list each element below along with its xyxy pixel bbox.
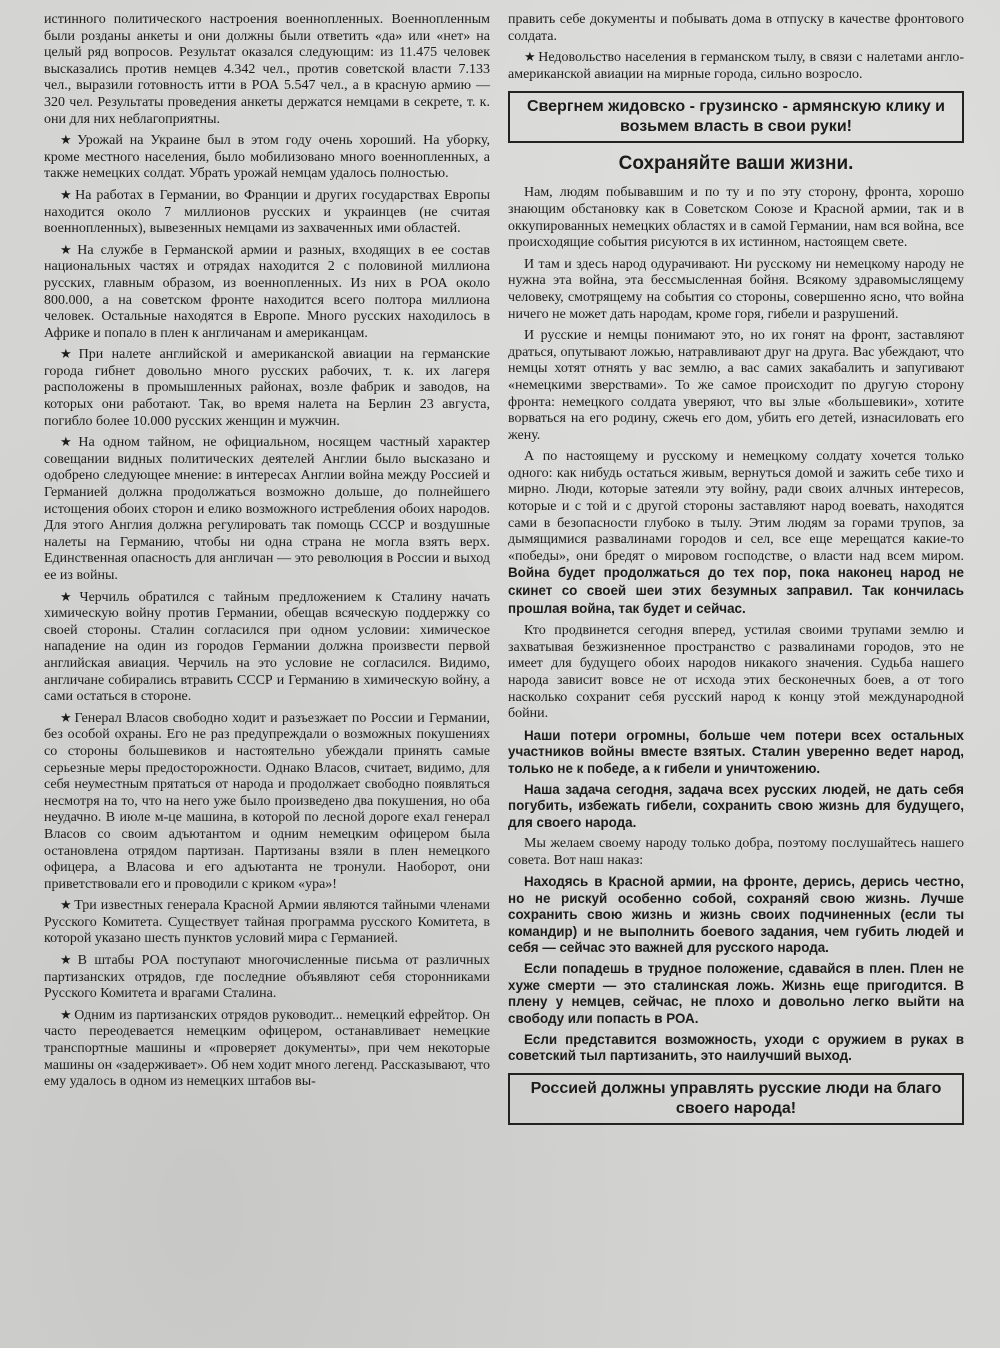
bold-paragraph: Если представится возможность, уходи с оружием в руках в советский тыл партизанить, это наилучший выход. — [508, 1032, 964, 1064]
news-item: ★ На работах в Германии, во Франции и других государствах Европы находится около 7 миллионов русских и украинцев (не считая военнопленных), вывезенных немцами из захваченных ими областей. — [44, 187, 491, 237]
news-item: ★ Одним из партизанских отрядов руководит... немецкий ефрейтор. Он часто переодевается немецким офицером, останавливает немецкие транспортные машины и «проверяет документы», при чем некоторые машины он «задерживает». Об нем ходит много легенд. Рассказывают, что ему удалось в одном из немецких штабов вы- — [44, 1007, 490, 1090]
news-item: ★ На службе в Германской армии и разных, входящих в ее состав национальных частях и отрядах находится 2 с половиной миллиона русских, главным образом, из военнопленных. Из них в РОА около 800.000, а на советском фронте находится всего полтора миллиона человек. Остальные находятся в Европе. Много русских находилось в Африке и попало в плен к англичанам и американцам. — [44, 242, 490, 341]
article-heading: Сохраняйте ваши жизни. — [618, 153, 854, 175]
star-icon: ★ — [60, 589, 78, 605]
star-icon: ★ — [60, 347, 77, 363]
star-icon: ★ — [60, 1007, 73, 1023]
paragraph: Кто продвинется сегодня вперед, устилая своими трупами землю и захватывая безжизненное пространство с развалинами городов, это не имеет для будущего обоих народов никакого значения. Судьба нашего народа зависит вовсе не от исхода этих бесконечных боев, а от того насколько сохранит себя русский народ к концу этой международной бойни. — [508, 623, 964, 722]
bold-paragraph: Находясь в Красной армии, на фронте, дерись, дерись честно, но не рискуй особенно собой, сохраняй свою жизнь. Лучше сохранить свою жизнь и жизнь своих подчиненных (если ты командир) и не выполнить боевого задания, чем губить людей и себя — сейчас это важней для русского народа. — [508, 874, 964, 956]
bold-statement: Война будет продолжаться до тех пор, пока наконец народ не скинет со своей шеи этих безумных заправил. Так кончилась прошлая война, так будет и сейчас. — [508, 565, 964, 616]
star-icon: ★ — [524, 50, 537, 66]
bold-paragraph: Наши потери огромны, больше чем потери всех остальных участников войны вместе взятых. Сталин уверенно ведет народ, только не к победе, а к гибели и уничтожению. — [508, 727, 964, 776]
bold-paragraph: Если попадешь в трудное положение, сдавайся в плен. Плен не хуже смерти — это сталинская ложь. Жизнь еще пригодится. В плену у немцев, сейчас, не плохо и довольно легко выйти на свободу или попасть в РОА. — [508, 961, 964, 1026]
news-item: ★ При налете английской и американской авиации на германские города гибнет довольно много русских рабочих, т. к. их лагеря расположены в промышленных районах, возле фабрик и заводов, на которых они работают. Так, во время налета на Берлин 23 августа, погибло более 10.000 русских женщин и мужчин. — [44, 347, 491, 429]
paragraph: Мы желаем своему народу только добра, поэтому послушайтесь нашего совета. Вот наш наказ: — [508, 836, 964, 868]
news-item: ★ На одном тайном, не официальном, носящем частный характер совещании видных политических деятелей Англии было высказано и одобрено следующее мнение: в интересах Англии война между Россией и Германией должна продолжаться возможно дольше, до полнейшего истощения обоих сторон и елико возможного истребления обоих народов. Для этого Англия должна регулировать так помощь СССР и воздушные налеты на Германию, чтобы ни одна страна не могла взять верх. Единственная опасность для англичан — это революция в России и выход ее из войны. — [44, 435, 490, 583]
paragraph: А по настоящему и русскому и немецкому солдату хочется только одного: как нибудь остаться живым, вернуться домой и зажить себе тихо и мирно. Люди, которые затеяли эту войну, ради своих алчных интересов, которые и с той и с другой стороны заставляют народ воевать, находятся сами в безопасности глубоко в тылу. Этим людям за горами трупов, за дымящимися развалинами городов и сел, все еще мерещатся какие-то «победы», они бредят о мировом господстве, о власти над всем миром. Война будет продолжаться до тех пор, пока наконец народ не скинет со своей шеи этих безумных заправил. Так кончилась прошлая война, так будет и сейчас. — [508, 449, 964, 616]
star-icon: ★ — [60, 187, 74, 203]
star-icon: ★ — [60, 710, 73, 726]
paragraph: истинного политического настроения военнопленных. Военнопленным были розданы анкеты и они должны были ответить «да» или «нет» на целый ряд вопросов. Результат оказался следующим: из 11.475 человек высказались против немцев 4.342 чел., против советской власти 7.133 чел., выразили готовность итти в РОА 5.547 чел., а в красную армию — 320 чел. Результаты проведения анкеты держатся немцами в секрете, т. к. они для них неблагоприятны. — [44, 12, 490, 127]
news-item: ★ В штабы РОА поступают многочисленные письма от различных партизанских отрядов, где последние объявляют себя сторонниками Русского Комитета и врагами Сталина. — [44, 953, 491, 1002]
news-item: ★ Три известных генерала Красной Армии являются тайными членами Русского Комитета. Существует тайная программа русского Комитета, в которой указано шесть пунктов условий мира с Германией. — [44, 898, 491, 947]
news-item: ★ Недовольство населения в германском тылу, в связи с налетами англо-американской авиации на мирные города, сильно возросло. — [508, 50, 964, 82]
star-icon: ★ — [60, 898, 73, 914]
left-column — [44, 12, 490, 1096]
news-item: ★ Генерал Власов свободно ходит и разъезжает по России и Германии, без особой охраны. Его не раз предупреждали о возможных покушениях со стороны большевиков и настоятельно убеждали принять самые серьезные меры предосторожности. Однако Власов, считает, видимо, для себя неуместным прятаться от народа и продолжает свободно появляться несмотря на то, что на него уже было произведено два покушения, но оба неудачно. В июле м-це машина, в которой по лесной дороге ехал генерал Власов со своим адъютантом и одним немецким офицером была остановлена отрядом партизан. Партизаны взяли в плен немецкого офицера, а Власова и его адъютанта не тронули. Наоборот, они приветствовали его и проводили с криком «ура»! — [44, 710, 491, 892]
slogan-box-bottom: Россией должны управлять русские люди на благо своего народа! — [508, 1073, 964, 1125]
paragraph: Нам, людям побывавшим и по ту и по эту сторону, фронта, хорошо знающим обстановку как в Советском Союзе и Красной армии, так и в оккупированных немецких областях и в самой Германии, нам вся война, все происходящие события рисуются в их истинном, настоящем свете. — [508, 185, 964, 251]
paragraph: И там и здесь народ одурачивают. Ни русскому ни немецкому народу не нужна эта война, эта бессмысленная бойня. Всякому здравомыслящему человеку, смотрящему на события со стороны, совершенно ясно, что война ничего не может дать народам, кроме горя, гибели и разрушений. — [508, 256, 964, 322]
news-item: ★ Урожай на Украине был в этом году очень хороший. На уборку, кроме местного населения, было мобилизовано много военнопленных, а также немецких солдат. Убрать урожай немцам удалось полностью. — [44, 133, 490, 182]
news-item: ★ Черчиль обратился с тайным предложением к Сталину начать химическую войну против Германии, обещав всяческую поддержку со своей стороны. Сталин согласился при одном условии: химическое нападение на один из городов Германии должна произвести первой английская авиация. Черчиль на это условие не согласился. Видимо, англичане собирались втравить СССР и Германию в химическую войну, а сами остаться в стороне. — [44, 589, 490, 705]
star-icon: ★ — [60, 133, 76, 149]
paragraph: править себе документы и побывать дома в отпуску в качестве фронтового солдата. — [508, 12, 964, 44]
star-icon: ★ — [60, 242, 76, 258]
slogan-box-top: Свергнем жидовско - грузинско - армянскую клику и возьмем власть в свои руки! — [508, 91, 964, 143]
bold-paragraph: Наша задача сегодня, задача всех русских людей, не дать себя погубить, избежать гибели, сохранить свою жизнь для будущего, для своего народа. — [508, 782, 964, 830]
star-icon: ★ — [60, 953, 76, 969]
star-icon: ★ — [60, 435, 77, 451]
right-column — [508, 12, 964, 1135]
paragraph: И русские и немцы понимают это, но их гонят на фронт, заставляют драться, опутывают ложью, натравливают друг на друга. Вас убеждают, что немцы хотят отнять у вас землю, а вас самих закабалить и запугивают «немецкими зверствами». То же самое происходит по другую сторону фронта: немецкого солдата уверяют, что вы злые «большевики», хотите ворваться на его родину, сжечь его дом, убить его детей, изнасиловать его жену. — [508, 328, 964, 443]
